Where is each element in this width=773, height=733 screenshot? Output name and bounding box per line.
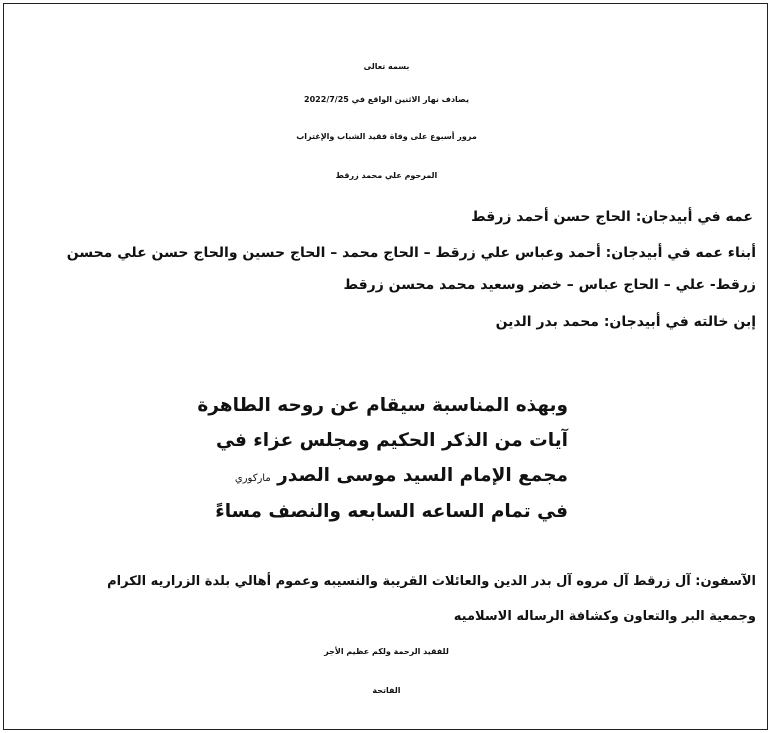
maternal-cousin-line: إبن خالته في أبيدجان: محمد بدر الدين	[495, 314, 756, 330]
condolence-line: للفقيد الرحمة ولكم عظيم الأجر	[324, 647, 449, 656]
mourners-line-2: وجمعية البر والتعاون وكشافة الرساله الاسلاميه	[453, 609, 756, 624]
basmala: بسمه تعالى	[363, 62, 410, 71]
cousins-line-2: زرقط- علي – الحاج عباس – خضر وسعيد محمد محسن زرقط	[343, 277, 756, 293]
announcement-line-4: في تمام الساعه السابعه والنصف مساءً	[215, 501, 568, 522]
mourners-line-1: الآسفون: آل زرقط آل مروه آل بدر الدين والعائلات القريبة والنسيبه وعموم أهالي بلدة الزراريه الكرام	[107, 574, 756, 589]
date-line: يصادف نهار الاثنين الواقع في 2022/7/25	[304, 95, 469, 104]
deceased-name: المرحوم علي محمد زرقط	[335, 171, 438, 180]
uncle-line: عمه في أبيدجان: الحاج حسن أحمد زرقط	[471, 209, 753, 225]
announcement-line-1: وبهذه المناسبة سيقام عن روحه الطاهرة	[197, 395, 568, 416]
cousins-line-1: أبناء عمه في أبيدجان: أحمد وعباس علي زرقط – الحاج محمد – الحاج حسين والحاج حسن علي محسن	[66, 245, 756, 261]
venue-area: ماركوري	[234, 473, 271, 484]
announcement-line-2: آيات من الذكر الحكيم ومجلس عزاء في	[215, 430, 568, 451]
venue-name: مجمع الإمام السيد موسى الصدر	[277, 465, 568, 486]
fatiha-line: الفاتحة	[372, 686, 401, 695]
announcement-line-3	[235, 467, 568, 486]
occasion-line: مرور أسبوع على وفاة فقيد الشباب والإغتراب	[296, 132, 477, 141]
